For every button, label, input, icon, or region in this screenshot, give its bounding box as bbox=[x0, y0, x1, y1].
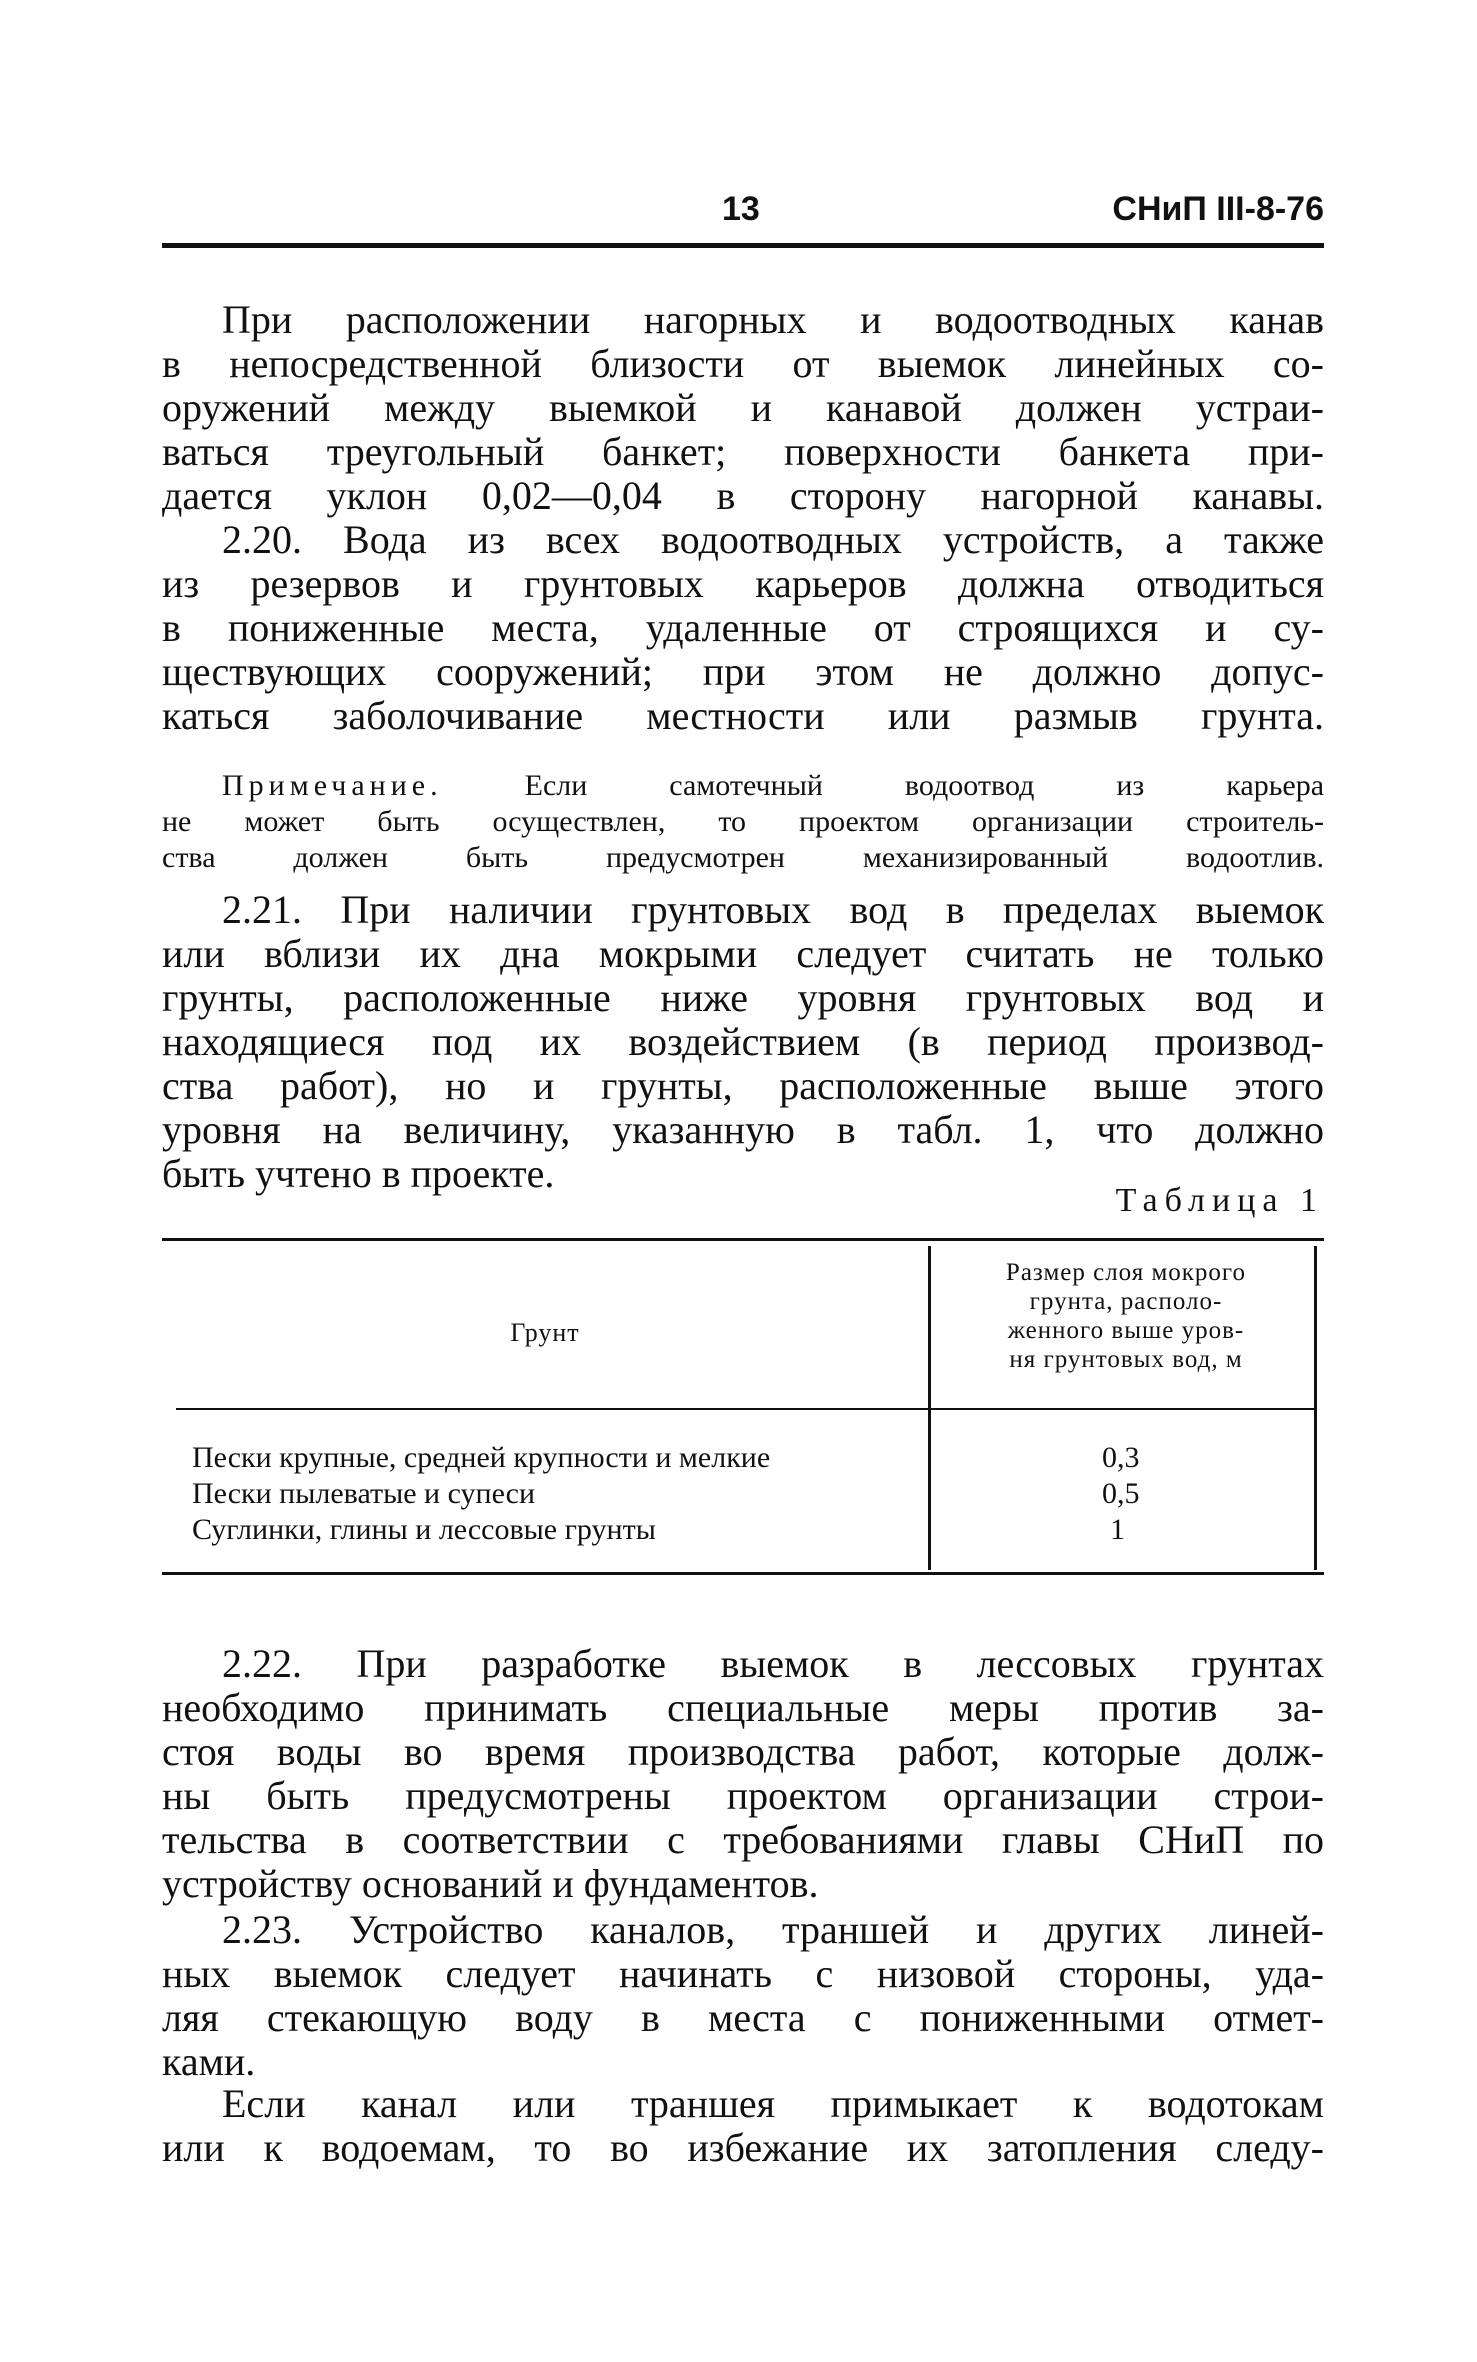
text-line: в непосредственной близости от выемок линейных со- bbox=[162, 342, 1324, 386]
note-text: Если самотечный водоотвод из карьера bbox=[524, 769, 1324, 802]
document-code: СНиП III-8-76 bbox=[1112, 190, 1324, 228]
text-line: необходимо принимать специальные меры против за- bbox=[162, 1686, 1324, 1730]
text-line: ществующих сооружений; при этом не должно допус- bbox=[162, 650, 1324, 694]
note-first-line bbox=[162, 768, 1324, 804]
paragraph-2-21 bbox=[162, 888, 1324, 1196]
table-row bbox=[162, 1476, 1324, 1512]
text-line: в пониженные места, удаленные от строящихся и су- bbox=[162, 606, 1324, 650]
text-line: или вблизи их дна мокрыми следует считать не только bbox=[162, 932, 1324, 976]
soil-cell: Пески пылеватые и супеси bbox=[192, 1477, 536, 1510]
header-bottom-rule bbox=[176, 1408, 1316, 1410]
page-number: 13 bbox=[722, 190, 760, 228]
text-line: грунты, расположенные ниже уровня грунтовых вод и bbox=[162, 976, 1324, 1020]
note-line: ства должен быть предусмотрен механизированный водоотлив. bbox=[162, 841, 1324, 874]
value-cell: 0,5 bbox=[1102, 1477, 1140, 1510]
text-line: быть учтено в проекте. bbox=[162, 1152, 555, 1196]
table-bottom-rule bbox=[162, 1572, 1324, 1575]
soil-cell: Пески крупные, средней крупности и мелкие bbox=[192, 1441, 771, 1474]
text-line: ляя стекающую воду в места с пониженными отмет- bbox=[162, 1996, 1324, 2040]
text-line: каться заболочивание местности или размыв грунта. bbox=[162, 694, 1324, 738]
value-cell: 1 bbox=[1110, 1513, 1125, 1546]
paragraph-2-23 bbox=[162, 1908, 1324, 2084]
table-top-rule bbox=[162, 1238, 1324, 1241]
text-line: 2.22. При разработке выемок в лессовых грунтах bbox=[222, 1642, 1324, 1686]
text-line: дается уклон 0,02—0,04 в сторону нагорной канавы. bbox=[162, 474, 1324, 518]
text-line: ства работ), но и грунты, расположенные выше этого bbox=[162, 1064, 1324, 1108]
paragraph-2-22 bbox=[162, 1642, 1324, 1906]
text-line: стоя воды во время производства работ, которые долж- bbox=[162, 1730, 1324, 1774]
text-line: тельства в соответствии с требованиями главы СНиП по bbox=[162, 1818, 1324, 1862]
text-line: ны быть предусмотрены проектом организации строи- bbox=[162, 1774, 1324, 1818]
text-line: ками. bbox=[162, 2040, 256, 2084]
column-header-line: ня грунтовых вод, м bbox=[1009, 1346, 1243, 1373]
table-caption: Таблица 1 bbox=[1115, 1182, 1324, 1219]
paragraph-2-20 bbox=[162, 518, 1324, 738]
text-line: или к водоемам, то во избежание их затопления следу- bbox=[162, 2126, 1324, 2170]
page-header bbox=[162, 190, 1324, 240]
text-line: уровня на величину, указанную в табл. 1, что должно bbox=[162, 1108, 1324, 1152]
text-line: из резервов и грунтовых карьеров должна отводиться bbox=[162, 562, 1324, 606]
data-table bbox=[162, 1238, 1324, 1576]
soil-cell: Суглинки, глины и лессовые грунты bbox=[192, 1513, 656, 1546]
note-line: не может быть осуществлен, то проектом организации строитель- bbox=[162, 805, 1324, 838]
text-line: ных выемок следует начинать с низовой стороны, уда- bbox=[162, 1952, 1324, 1996]
text-line: устройству оснований и фундаментов. bbox=[162, 1862, 819, 1906]
text-line: 2.20. Вода из всех водоотводных устройств, а также bbox=[222, 518, 1324, 562]
column-header-line: женного выше уров- bbox=[1007, 1317, 1245, 1344]
text-line: 2.23. Устройство каналов, траншей и других линей- bbox=[222, 1908, 1324, 1952]
table-row bbox=[162, 1440, 1324, 1476]
note-label: Примечание. bbox=[222, 769, 443, 802]
paragraph-final bbox=[162, 2082, 1324, 2170]
header-rule bbox=[162, 243, 1324, 248]
text-line: находящиеся под их воздействием (в период производ- bbox=[162, 1020, 1324, 1064]
column-header-soil: Грунт bbox=[510, 1318, 580, 1347]
text-line: Если канал или траншея примыкает к водотокам bbox=[222, 2082, 1324, 2126]
text-line: оружений между выемкой и канавой должен устраи- bbox=[162, 386, 1324, 430]
column-header-line: грунта, располо- bbox=[1029, 1288, 1223, 1315]
column-header-layer-size bbox=[938, 1258, 1314, 1374]
text-line: 2.21. При наличии грунтовых вод в пределах выемок bbox=[222, 888, 1324, 932]
note-block bbox=[162, 768, 1324, 876]
column-header-line: Размер слоя мокрого bbox=[1005, 1259, 1247, 1286]
text-line: При расположении нагорных и водоотводных канав bbox=[222, 298, 1324, 342]
value-cell: 0,3 bbox=[1102, 1441, 1140, 1474]
text-line: ваться треугольный банкет; поверхности банкета при- bbox=[162, 430, 1324, 474]
table-row bbox=[162, 1512, 1324, 1548]
paragraph-intro bbox=[162, 298, 1324, 518]
